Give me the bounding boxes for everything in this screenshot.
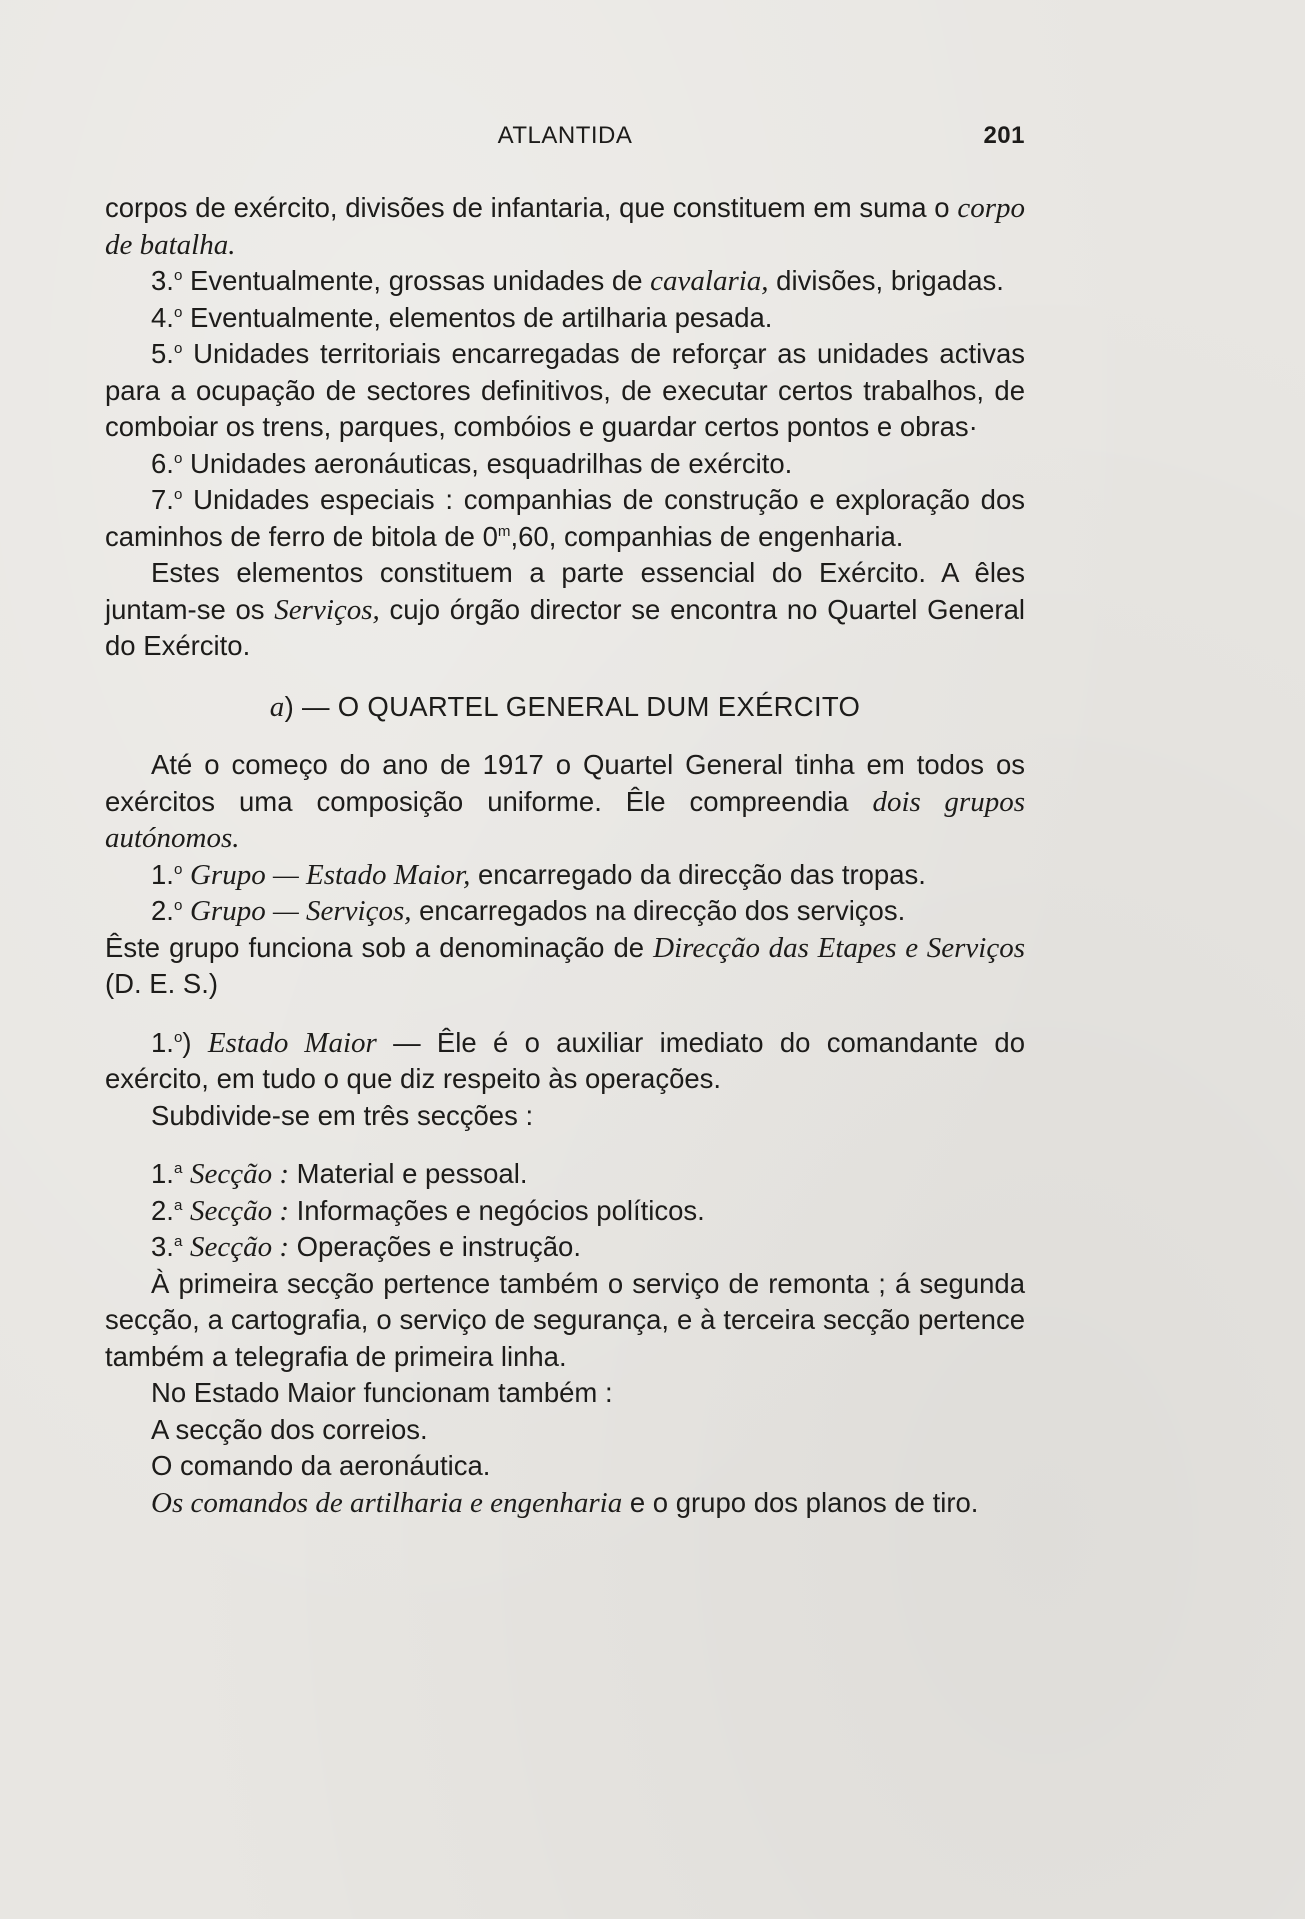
list-item-7 <box>105 482 1025 555</box>
page-number: 201 <box>983 122 1025 149</box>
text-run: Material e pessoal. <box>289 1158 528 1189</box>
list-item-5 <box>105 336 1025 446</box>
text-run: encarregado da direcção das tropas. <box>470 858 926 890</box>
heading-letter: a <box>269 690 285 723</box>
item-number: 1. <box>151 858 174 890</box>
item-number: 3. <box>151 1231 174 1262</box>
item-number: 1. <box>151 1026 174 1058</box>
item-number: 6. <box>151 447 174 479</box>
italic-run: Direcção das Etapes e Serviços <box>653 931 1025 964</box>
item-number: 2. <box>151 1194 174 1226</box>
ordinal-mark: o <box>173 339 183 357</box>
text-run: encarregados na direcção dos serviços. <box>411 895 906 926</box>
paragraph-primeira-seccao <box>105 1266 1025 1376</box>
item-number: 5. <box>151 338 174 369</box>
italic-run: Secção : <box>189 1194 290 1227</box>
text-run: No Estado Maior funcionam também : <box>151 1377 613 1408</box>
text-run: Êste grupo funciona sob a denominação de <box>105 931 654 963</box>
item-number: 1. <box>151 1158 174 1189</box>
group-item-2 <box>105 893 1025 930</box>
ordinal-mark: a <box>173 1232 183 1250</box>
text-run: cujo órgão director se encontra no Quartel General do Exército. <box>105 593 1025 661</box>
paragraph-subdivide <box>105 1098 1025 1135</box>
ordinal-mark: a <box>173 1159 183 1177</box>
section-item-2 <box>105 1193 1025 1230</box>
ordinal-mark: o <box>173 1028 183 1046</box>
group-item-1 <box>105 857 1025 894</box>
paragraph-comandos <box>105 1485 1025 1522</box>
line-correios <box>105 1412 1025 1449</box>
text-run: Operações e instrução. <box>289 1231 581 1262</box>
text-run: O comando da aeronáutica. <box>151 1450 491 1481</box>
ordinal-mark: o <box>173 449 183 467</box>
list-item-3 <box>105 263 1025 300</box>
unit-superscript: m <box>497 522 511 540</box>
item-number: 7. <box>151 484 174 515</box>
ordinal-mark: o <box>173 896 183 914</box>
text-run: Unidades especiais : companhias de construção e exploração dos caminhos de ferro de bitola de 0 <box>105 484 1025 552</box>
ordinal-mark: o <box>173 266 183 284</box>
list-item-6 <box>105 446 1025 483</box>
text-run: A secção dos correios. <box>151 1413 428 1445</box>
italic-run: corpo de batalha. <box>105 192 1025 261</box>
text-run: Subdivide-se em três secções : <box>151 1099 534 1131</box>
item-number: 4. <box>151 301 174 333</box>
italic-run: Serviços, <box>274 593 380 626</box>
text-run: Eventualmente, grossas unidades de <box>182 265 651 296</box>
text-run: ,60, companhias de engenharia. <box>510 520 904 552</box>
text-run: divisões, brigadas. <box>768 265 1004 296</box>
text-run: Informações e negócios políticos. <box>289 1194 705 1226</box>
ordinal-mark: o <box>173 303 183 321</box>
text-run: Unidades aeronáuticas, esquadrilhas de exército. <box>182 447 793 479</box>
italic-run: Secção : <box>189 1231 290 1263</box>
item-number: 3. <box>151 265 174 296</box>
text-run: Até o começo do ano de 1917 o Quartel General tinha em todos os exércitos uma composição uniforme. Êle compreendia <box>105 749 1025 817</box>
paragraph-estes-elementos <box>105 555 1025 665</box>
italic-run: Grupo — Estado Maior, <box>189 858 471 891</box>
section-heading <box>105 689 1025 726</box>
running-header <box>105 122 1025 154</box>
text-run: — Êle é o auxiliar imediato do comandante do exército, em tudo o que diz respeito às operações. <box>105 1026 1025 1094</box>
text-run: Unidades territoriais encarregadas de reforçar as unidades activas para a ocupação de sectores definitivos, de executar certos trabalhos, de comboiar os trens, parques, combóios e guardar certos pontos e obras· <box>105 338 1025 442</box>
text-run: ) <box>182 1026 208 1058</box>
paragraph-no-estado-maior <box>105 1375 1025 1412</box>
paragraph-estado-maior <box>105 1025 1025 1098</box>
ordinal-mark: a <box>173 1196 183 1214</box>
italic-run: cavalaria, <box>650 265 769 297</box>
paragraph-corpos <box>105 190 1025 263</box>
ordinal-mark: o <box>173 860 183 878</box>
section-item-3 <box>105 1229 1025 1266</box>
text-run: Estes elementos constituem a parte essencial do Exército. A êles juntam-se os <box>105 557 1025 625</box>
running-title: ATLANTIDA <box>497 122 633 149</box>
item-number: 2. <box>151 895 174 926</box>
italic-run: dois grupos autónomos. <box>105 785 1025 854</box>
text-run: À primeira secção pertence também o serviço de remonta ; á segunda secção, a cartografia, o serviço de segurança, e à terceira secção pertence também a telegrafia de primeira linha. <box>105 1267 1025 1372</box>
page-body <box>105 190 1025 1521</box>
italic-run: Os comandos de artilharia e engenharia <box>151 1486 623 1519</box>
text-run: (D. E. S.) <box>105 968 219 999</box>
line-aeronautica <box>105 1448 1025 1485</box>
text-run: Eventualmente, elementos de artilharia pesada. <box>182 301 773 333</box>
paragraph-este-grupo <box>105 930 1025 1003</box>
section-item-1 <box>105 1156 1025 1193</box>
text-run: corpos de exército, divisões de infantaria, que constituem em suma o <box>105 192 958 223</box>
italic-run: Estado Maior <box>207 1026 377 1059</box>
paragraph-ate-o-comeco <box>105 747 1025 857</box>
text-run: e o grupo dos planos de tiro. <box>622 1486 979 1518</box>
italic-run: Grupo — Serviços, <box>189 895 412 927</box>
italic-run: Secção : <box>189 1158 290 1190</box>
heading-text: ) — O QUARTEL GENERAL DUM EXÉRCITO <box>284 690 861 722</box>
list-item-4 <box>105 300 1025 337</box>
ordinal-mark: o <box>173 485 183 503</box>
